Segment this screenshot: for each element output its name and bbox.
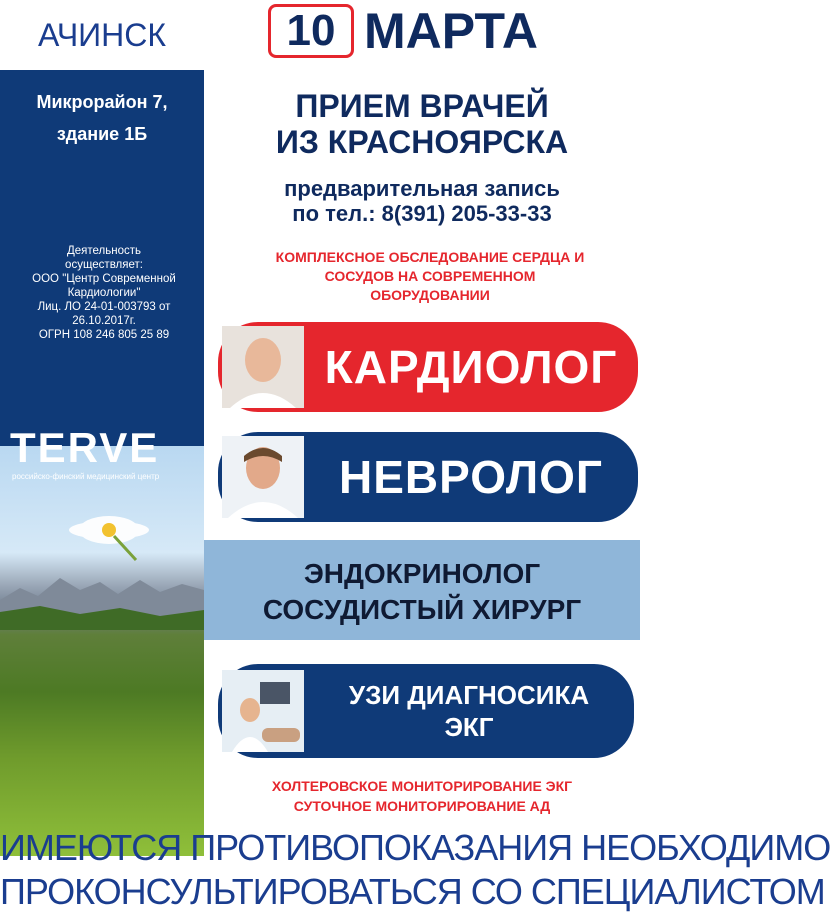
date-month: МАРТА xyxy=(364,3,538,59)
doctor-photo-icon xyxy=(222,436,304,518)
neurologist-label: НЕВРОЛОГ xyxy=(339,451,603,503)
booking-info xyxy=(204,176,640,226)
daisy-flower xyxy=(64,500,154,560)
legal-line: 26.10.2017г. xyxy=(72,315,136,327)
warning-line-2: ПРОКОНСУЛЬТИРОВАТЬСЯ СО СПЕЦИАЛИСТОМ xyxy=(0,871,825,912)
heading-line-2: ИЗ КРАСНОЯРСКА xyxy=(275,124,569,160)
specialists-band-text xyxy=(204,556,640,628)
vascular-surgeon-label: СОСУДИСТЫЙ ХИРУРГ xyxy=(262,594,582,625)
contraindications-warning xyxy=(0,826,830,914)
address-line-2: здание 1Б xyxy=(56,124,148,144)
holter-line: ХОЛТЕРОВСКОЕ МОНИТОРИРОВАНИЕ ЭКГ xyxy=(271,778,573,794)
mountain-illustration xyxy=(0,560,204,630)
complex-line: КОМПЛЕКСНОЕ ОБСЛЕДОВАНИЕ СЕРДЦА И xyxy=(275,249,585,265)
legal-info xyxy=(14,244,194,342)
terve-logo-subtitle: российско-финский медицинский центр xyxy=(12,472,160,481)
neurologist-pill xyxy=(218,432,638,522)
heading-line-1: ПРИЕМ ВРАЧЕЙ xyxy=(295,88,549,124)
cardiologist-pill xyxy=(218,322,638,412)
terve-logo: TERVE xyxy=(10,424,160,471)
ultrasound-photo-icon xyxy=(222,670,304,752)
complex-line: ОБОРУДОВАНИИ xyxy=(370,287,490,303)
ultrasound-label: УЗИ ДИАГНОСИКА xyxy=(348,680,590,710)
legal-line: Лиц. ЛО 24-01-003793 от xyxy=(37,301,171,313)
city-label: АЧИНСК xyxy=(0,0,204,70)
booking-phone: по тел.: 8(391) 205-33-33 xyxy=(292,201,552,226)
date-day: 10 xyxy=(268,4,354,58)
address xyxy=(0,86,204,150)
warning-line-1: ИМЕЮТСЯ ПРОТИВОПОКАЗАНИЯ НЕОБХОДИМО xyxy=(0,827,830,868)
doctor-photo-icon xyxy=(222,326,304,408)
holter-line: СУТОЧНОЕ МОНИТОРИРОВАНИЕ АД xyxy=(293,798,551,814)
legal-line: Деятельность xyxy=(66,245,142,257)
address-line-1: Микрорайон 7, xyxy=(36,92,168,112)
cardiologist-label: КАРДИОЛОГ xyxy=(324,341,618,393)
ecg-label: ЭКГ xyxy=(444,712,494,742)
complex-exam-text xyxy=(220,248,640,305)
legal-line: Кардиологии" xyxy=(67,287,141,299)
ultrasound-ecg-label xyxy=(304,679,634,743)
main-heading xyxy=(204,88,640,160)
complex-line: СОСУДОВ НА СОВРЕМЕННОМ xyxy=(324,268,536,284)
monitoring-text xyxy=(204,776,640,816)
legal-line: ОГРН 108 246 805 25 89 xyxy=(38,329,170,341)
legal-line: ООО "Центр Современной xyxy=(32,273,176,285)
ultrasound-pill xyxy=(218,664,634,758)
booking-line-1: предварительная запись xyxy=(284,176,560,201)
legal-line: осуществляет: xyxy=(65,259,143,271)
endocrinologist-label: ЭНДОКРИНОЛОГ xyxy=(303,558,541,589)
